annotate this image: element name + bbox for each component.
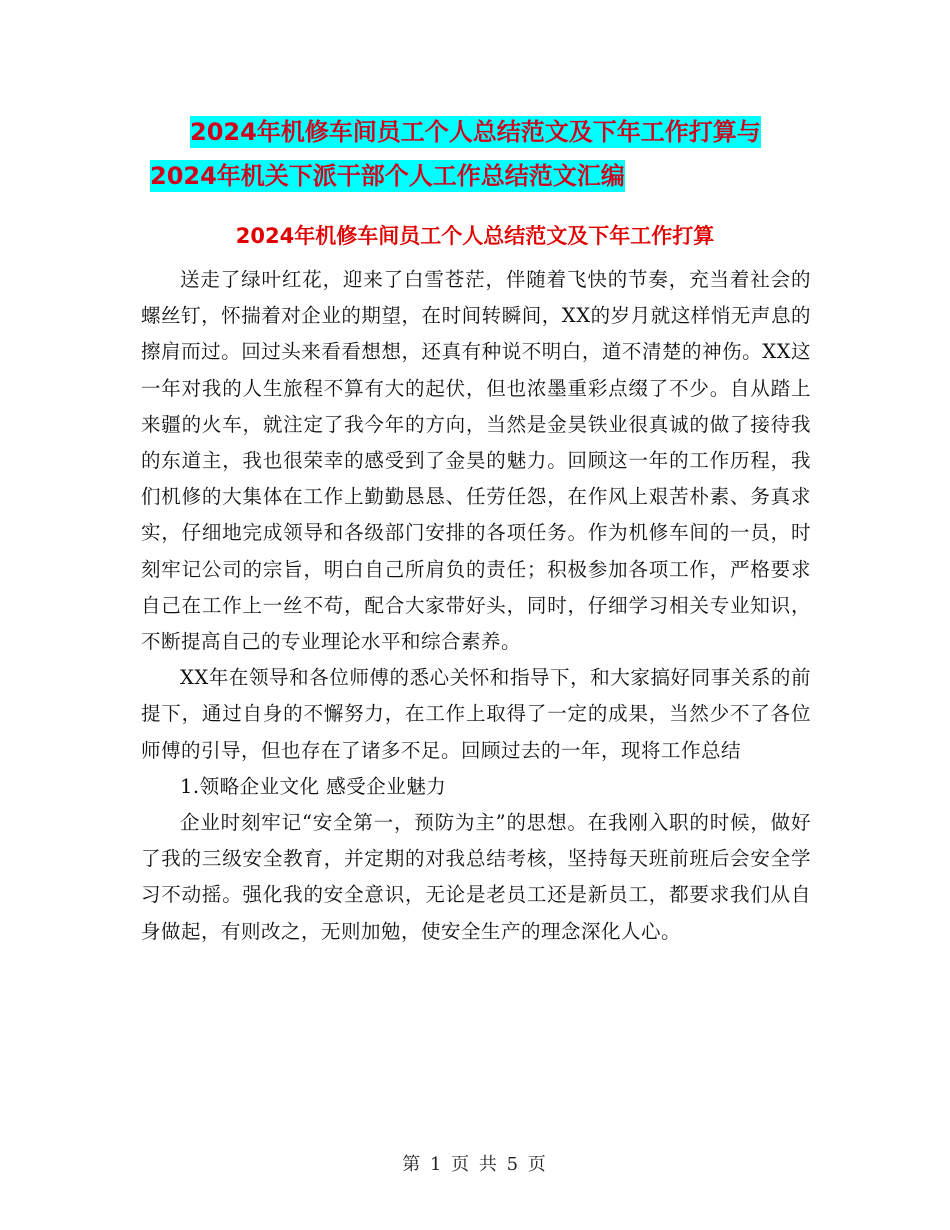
main-title-line-1 [150, 110, 850, 154]
main-title-line-2 [150, 154, 850, 198]
numbered-heading-1: 1.领略企业文化 感受企业魅力 [180, 774, 447, 798]
paragraph-3: 企业时刻牢记“安全第一，预防为主”的思想。在我刚入职的时候，做好了我的三级安全教育，并定期的对我总结考核，坚持每天班前班后会安全学习不动摇。强化我的安全意识，无论是老员工还是新员工，都要求我们从自身做起，有则改之，无则加勉，使安全生产的理念深化人心。 [141, 811, 811, 943]
document-body [141, 262, 811, 950]
page-footer: 第 1 页 共 5 页 [402, 1154, 548, 1175]
paragraph-2: XX年在领导和各位师傅的悉心关怀和指导下，和大家搞好同事关系的前提下，通过自身的不懈努力，在工作上取得了一定的成果，当然少不了各位师傅的引导，但也存在了诸多不足。回顾过去的一年，现将工作总结 [141, 666, 811, 762]
section-title: 2024年机修车间员工个人总结范文及下年工作打算 [235, 224, 715, 248]
document-main-title [150, 110, 850, 198]
main-title-line-2-text: 2024年机关下派干部个人工作总结范文汇编 [150, 162, 625, 190]
paragraph-1: 送走了绿叶红花，迎来了白雪苍茫，伴随着飞快的节奏，充当着社会的螺丝钉，怀揣着对企业的期望，在时间转瞬间，XX的岁月就这样悄无声息的擦肩而过。回过头来看看想想，还真有种说不明白，道不清楚的神伤。XX这一年对我的人生旅程不算有大的起伏，但也浓墨重彩点缀了不少。自从踏上来疆的火车，就注定了我今年的方向，当然是金昊铁业很真诚的做了接待我的东道主，我也很荣幸的感受到了金昊的魅力。回顾这一年的工作历程，我们机修的大集体在工作上勤勤恳恳、任劳任怨，在作风上艰苦朴素、务真求实，仔细地完成领导和各级部门安排的各项任务。作为机修车间的一员，时刻牢记公司的宗旨，明白自己所肩负的责任；积极参加各项工作，严格要求自己在工作上一丝不苟，配合大家带好头，同时，仔细学习相关专业知识，不断提高自己的专业理论水平和综合素养。 [141, 268, 811, 654]
main-title-line-1-text: 2024年机修车间员工个人总结范文及下年工作打算与 [190, 118, 761, 146]
